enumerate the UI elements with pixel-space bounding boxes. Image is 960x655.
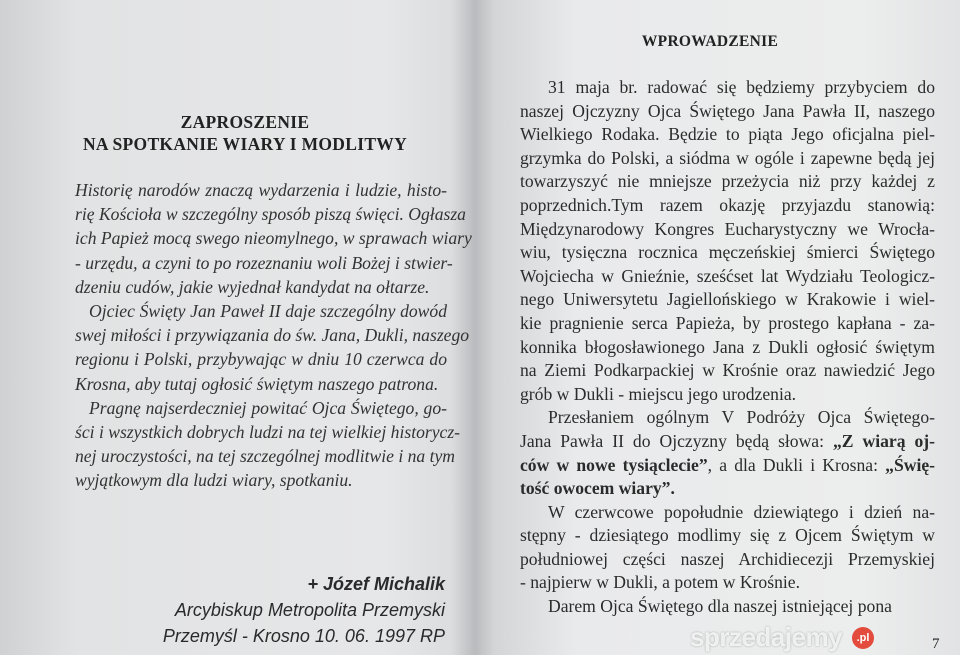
text-line: Krosna, aby tutaj ogłosić świętym naszego patrona. <box>75 373 439 394</box>
text-line: Wojciecha w Gnieźnie, sześćset lat Wydziału Teologicz- <box>520 265 935 286</box>
text-line: ich Papież mocą swego nieomylnego, w sprawach wiary <box>75 228 472 249</box>
motto-bold: „Świę- <box>885 454 935 475</box>
text-line <box>520 430 935 454</box>
text-fragment: Jana Pawła II do Ojczyzny będą słowa: <box>520 430 833 451</box>
text-line: nej uroczystości, na tej szczególnej modlitwie i na tym <box>75 446 456 467</box>
text-line: Pragnę najserdeczniej powitać Ojca Świętego, go- <box>89 397 447 418</box>
text-line: grób w Dukli - miejscu jego urodzenia. <box>520 383 797 404</box>
text-line: Przesłaniem ogólnym V Podróży Ojca Świętego- <box>548 407 935 428</box>
text-line <box>520 454 935 478</box>
text-line: 31 maja br. radować się będziemy przybyciem do <box>548 77 935 97</box>
introduction-text <box>520 76 935 619</box>
text-line: stępny - dziesiątego modlimy się z Ojcem Świętym w <box>520 525 935 546</box>
text-line: W czerwcowe popołudnie dziewiątego i dzień na- <box>548 501 935 522</box>
invitation-subtitle: NA SPOTKANIE WIARY I MODLITWY <box>82 134 408 154</box>
page-number: 7 <box>932 636 940 652</box>
text-line: ści i wszystkich dobrych ludzi na tej wielkiej historycz- <box>75 422 461 443</box>
motto-bold: „Z wiarą oj- <box>833 430 936 451</box>
text-line: grzymka do Polski, a siódma w ogóle i zapewne będą jej <box>520 147 935 168</box>
signature-place-date: Przemyśl - Krosno 10. 06. 1997 RP <box>162 626 445 646</box>
right-page <box>490 0 960 655</box>
text-line: Wielkiego Rodaka. Będzie to piąta Jego oficjalna piel- <box>520 124 935 145</box>
signature-name: + Józef Michalik <box>307 574 445 594</box>
watermark-badge: .pl <box>852 627 874 649</box>
motto-bold: ców w nowe tysiąclecie” <box>520 454 708 475</box>
text-line: swej miłości i przywiązania do św. Jana, Dukli, naszego <box>75 325 470 346</box>
text-line: naszej Ojczyzny Ojca Świętego Jana Pawła II, naszego <box>520 100 935 121</box>
text-line: - urzędu, a czyni to po rozeznaniu woli Bożej i stwier- <box>75 252 453 273</box>
text-line: tość owocem wiary”. <box>520 478 675 499</box>
invitation-title: ZAPROSZENIE <box>180 112 310 132</box>
invitation-text <box>75 178 472 493</box>
text-line: kie pragnienie serca Papieża, by prostego kapłana - za- <box>520 312 935 333</box>
text-line: wyjątkowym dla ludzi wiary, spotkaniu. <box>75 470 353 491</box>
text-line: konnika błogosławionego Jana z Dukli ogłosić świętym <box>520 336 935 357</box>
text-line: rię Kościoła w szczególny sposób piszą święci. Ogłasza <box>75 204 466 225</box>
introduction-title: WPROWADZENIE <box>641 33 779 50</box>
text-line: regionu i Polski, przybywając w dniu 10 czerwca do <box>75 349 447 370</box>
text-line: towarzyszyć nie mniejsze przeżycia niż przy każdej z <box>520 171 935 192</box>
text-line: dzeniu cudów, jakie wyjednał kandydat na ołtarze. <box>75 276 430 297</box>
text-line: - najpierw w Dukli, a potem w Krośnie. <box>520 572 800 593</box>
text-line: na Ziemi Podkarpackiej w Krośnie oraz nawiedzić Jego <box>520 360 935 381</box>
text-line: Międzynarodowy Kongres Eucharystyczny we Wrocła- <box>520 218 935 239</box>
text-line: wiu, tysięczna rocznica męczeńskiej śmierci Świętego <box>520 242 935 263</box>
signature-role: Arcybiskup Metropolita Przemyski <box>174 600 445 620</box>
text-line: poprzednich.Tym razem okazję przyjazdu stanowią: <box>520 194 935 215</box>
text-line: Historię narodów znaczą wydarzenia i ludzie, histo- <box>75 180 447 200</box>
text-line: południowej części naszej Archidiecezji Przemyskiej <box>520 548 935 569</box>
text-fragment: , a dla Dukli i Krosna: <box>707 454 886 475</box>
text-line: Darem Ojca Świętego dla naszej istniejącej pona <box>548 596 892 617</box>
text-line: Ojciec Święty Jan Paweł II daje szczególny dowód <box>89 301 447 322</box>
watermark-text: sprzedajemy <box>690 622 843 652</box>
text-line: nego Uniwersytetu Jagiellońskiego w Krakowie i wiel- <box>520 289 935 310</box>
